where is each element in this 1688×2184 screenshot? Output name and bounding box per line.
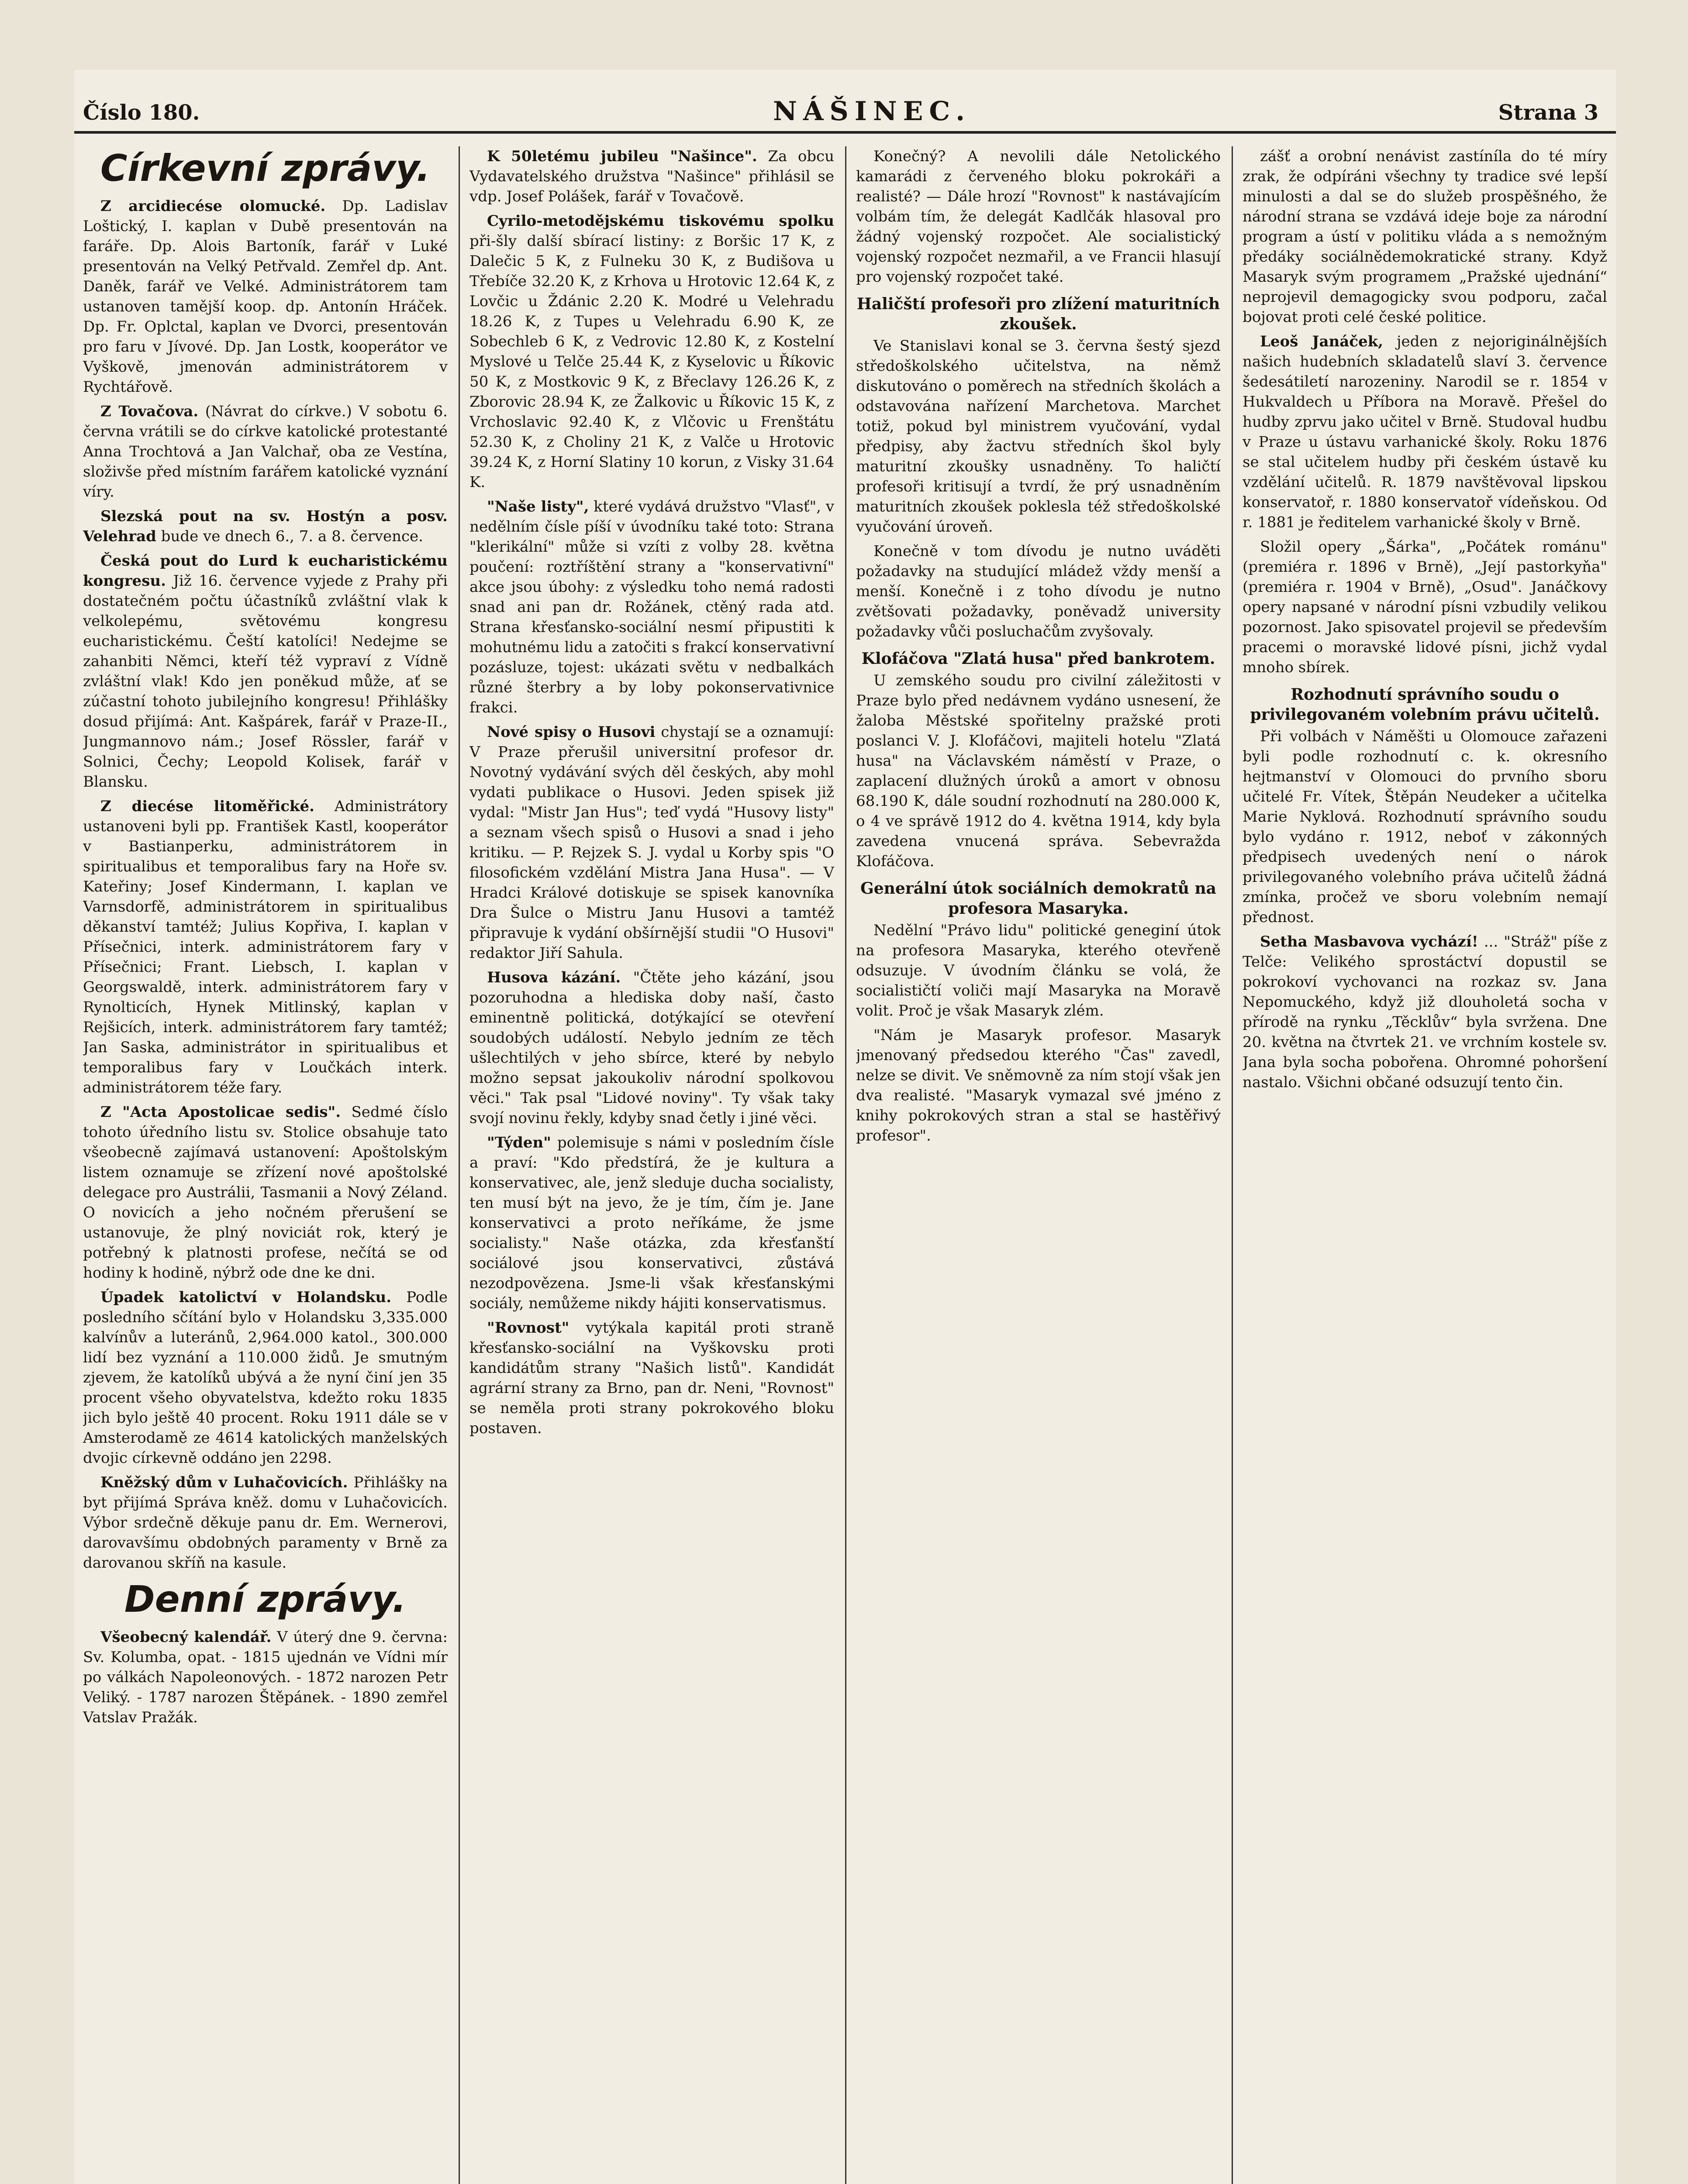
article-text: Podle posledního sčítání bylo v Holandsku 3,335.000 kalvínův a luteránů, 2,964.000 katol., 300.000 lidí bez vyznání a 110.000 židů. Je smutným zjevem, že katolíků ubývá a že nyní činí jen 35 procent všeho obyvatelstva, kdežto roku 1835 jich bylo ještě 40 procent. Roku 1911 dále se v Amsterodamě ze 4614 katolických manželských dvojic církevně oddáno jen 2298. <box>83 1289 448 1467</box>
article-heading: Generální útok sociálních demokratů na profesora Masaryka. <box>860 879 1216 918</box>
article-lead: Z Tovačova. <box>100 403 199 420</box>
column-2 <box>469 146 834 2184</box>
article <box>83 1102 448 1283</box>
article-lead: Husova kázání. <box>487 969 621 986</box>
section-heading-daily-news: Denní zprávy. <box>124 1578 407 1621</box>
article-text: Konečný? A nevolili dále Netolického kamarádi z červeného bloku pokrokáři a realisté? — Dále hrozí "Rovnost" k nastávajícím volbám tím, že delegát Kadlčák hlasoval pro žádný vojenský rozpočet. Ale socialistický vojenský rozpočet nezmařil, a ve Francii hlasují pro vojenský rozpočet také. <box>856 148 1221 286</box>
article-text: Administrátory ustanoveni byli pp. František Kastl, kooperátor v Bastianperku, administrátorem in spiritualibus et temporalibus fary na Hoře sv. Kateřiny; Josef Kindermann, I. kaplan ve Varnsdorfě, administrátorem in spiritualibus děkanství tamtéž; Julius Kopřiva, I. kaplan v Přísečnici, interk. administrátorem fary v Přísečnici; Frant. Liebsch, I. kaplan v Georgswaldě, interk. administrátorem fary v Rynolticích, Hynek Mitlinský, kaplan v Rejšicích, interk. administrátorem fary tamtéž; Jan Saska, administrátor in spiritualibus et temporalibus fary v Loučkách interk. administrátorem téže fary. <box>83 798 448 1096</box>
article-lead: Slezská pout na sv. Hostýn a posv. Velehrad <box>83 508 448 545</box>
article <box>469 1133 834 1313</box>
article <box>83 551 448 792</box>
column-divider <box>1232 146 1233 2184</box>
article-text: zášť a orobní nenávist zastíníla do té míry zrak, že odpíráni všechny ty tradice své lepší minulosti a dal se do služeb prospěšného, že národní strana se vzdává ideje boje za národní program a ústí v politiku vláda a s nemožným předáky sociálnědemokratické strany. Když Masaryk svým programem „Pražské ujednání“ neprojevil demagogicky svou podporu, začal bojovat proti celé české politice. <box>1243 148 1607 326</box>
article <box>469 1318 834 1438</box>
article-lead: Z arcidiecése olomucké. <box>100 197 326 215</box>
article-lead: Setha Masbavova vychází! <box>1260 933 1478 950</box>
newspaper-page <box>74 70 1616 2184</box>
header-rule <box>74 131 1616 134</box>
article-lead: Všeobecný kalendář. <box>100 1628 272 1646</box>
article <box>1243 932 1607 1092</box>
article <box>83 796 448 1098</box>
article-text: bude ve dnech 6., 7. a 8. července. <box>161 528 423 545</box>
article <box>83 1627 448 1728</box>
article-text: které vydává družstvo "Vlasť", v nedělním čísle píší v úvodníku také toto: Strana "klerikální" může si vzíti z volby 28. května poučení: roztříštění strany a "konservativní" akce jsou úbohy: z výsledku toho nemá radosti snad ani pan dr. Rožánek, ctěný rada atd. Strana křesťansko-sociální nesmí připustiti k mohutnému lidu a zatočiti s frakcí konservativní pozásluze, tojest: ukázati světu v nedbalkách různé šterbry a by loby pokonservativnice frakci. <box>469 498 834 716</box>
article-lead: Kněžský dům v Luhačovicích. <box>100 1474 348 1491</box>
article-lead: Z diecése litoměřické. <box>100 798 314 815</box>
article-heading: Klofáčova "Zlatá husa" před bankrotem. <box>861 650 1215 668</box>
article-heading: Rozhodnutí správního soudu o privilegovaném volebním právu učitelů. <box>1250 685 1600 724</box>
article-text: Již 16. července vyjede z Prahy při dostatečném počtu účastníků zvláštní vlak k velkolepému, světovému kongresu eucharistickému. Čeští katolíci! Nedejme se zahanbiti Němci, kteří též vypraví z Vídně zvláštní vlak! Kdo jen poněkud může, ať se zúčastní tohoto jubilejního kongresu! Přihlášky dosud přijímá: Ant. Kašpárek, farář v Praze-II., Jungmannovo nám.; Josef Rössler, farář v Solnici, Čechy; Leopold Kolisek, farář v Blansku. <box>83 572 448 791</box>
article <box>469 968 834 1128</box>
article <box>83 1287 448 1468</box>
article-text: Dp. Ladislav Loštický, I. kaplan v Dubě presentován na faráře. Dp. Alois Bartoník, farář v Luké presentován na Velký Petřvald. Zemřel dp. Ant. Daněk, farář ve Velké. Administrátorem tam ustanoven tamější koop. dp. Antonín Hráček. Dp. Fr. Oplctal, kaplan ve Dvorci, presentován pro faru v Jívové. Dp. Jan Lostk, kooperátor ve Vyškově, jmenován administrátorem v Rychtářově. <box>83 197 448 396</box>
article-heading: Haličští profesoři pro zlížení maturitních zkoušek. <box>856 295 1220 333</box>
article <box>469 722 834 963</box>
article-lead: Nové spisy o Husovi <box>487 723 656 741</box>
page-number: Strana 3 <box>1498 100 1598 125</box>
article-text: V úterý dne 9. června: Sv. Kolumba, opat. - 1815 ujednán ve Vídni mír po válkách Napoleonových. - 1872 narozen Petr Veliký. - 1787 narozen Štěpánek. - 1890 zemřel Vatslav Pražák. <box>83 1628 448 1726</box>
article-text: Ve Stanislavi konal se 3. června šestý sjezd středoškolského učitelstva, na němž diskutováno o poměrech na středních školách a odstavována nařízení Marchetova. Marchet totiž, pokud byl ministrem vyučování, vydal předpisy, aby žactvu středních škol byly maturitní zkoušky usnadněny. To haličtí profesoři kritisují a tvrdí, že prý usnadněním maturitních zkoušek poklesla též středoškolské vyučování úroveň. <box>856 337 1221 536</box>
article-text: "Nám je Masaryk profesor. Masaryk jmenovaný předsedou kterého "Čas" zavedl, nelze se divit. Ve sněmovně za ním stojí však jen dva realisté. "Masaryk vymazal své jméno z knihy pokrokových stran a stal se hastěřivý profesor". <box>856 1026 1221 1144</box>
article-lead: Česká pout do Lurd k eucharistickému kongresu. <box>83 552 448 590</box>
masthead-title: NÁŠINEC. <box>773 96 971 127</box>
article-lead: "Rovnost" <box>487 1319 570 1337</box>
article-text: "Čtěte jeho kázání, jsou pozoruhodna a hlediska doby naší, často eminentně politická, dotýkající se otevření soudobých událostí. Nebylo jedním ze těch ušlechtilých v jeho sbírce, které by nebylo možno sepsat jakoukoliv národní spolkovou věci." Tak psal "Lidové noviny". Ty však taky svojí novinu řekly, kdyby snad četly i jiné věci. <box>469 969 834 1127</box>
article <box>469 211 834 492</box>
article-text: Při volbách v Náměšti u Olomouce zařazeni byli podle rozhodnutí c. k. okresního hejtmanství v Olomouci do prvního sboru učitelé Fr. Vítek, Štěpán Neudeker a učitelka Marie Nyklová. Rozhodnutí správního soudu bylo vydáno r. 1912, neboť v zákonných předpisech uvedených není o nárok privilegovaného volebního práva učitelů žádná zmínka, pročež ve sboru volebním nemají přednost. <box>1243 728 1607 926</box>
article <box>83 506 448 546</box>
article-text: polemisuje s námi v posledním čísle a praví: "Kdo předstírá, že je kultura a konservativec, ale, jenž sleduje ducha socialisty, ten musí být na jevo, že je tím, čím je. Jane konservativci a proto neříkáme, že jsme socialisty." Naše otázka, zda křesťanští sociálové jsou konservativci, zůstává nezodpovězena. Jsme-li však křesťanskými sociály, nemůžeme nikdy hájiti konservatismus. <box>469 1134 834 1312</box>
article-lead: K 50letému jubileu "Našince". <box>487 148 757 165</box>
article <box>83 196 448 397</box>
article-lead: "Naše listy", <box>487 498 589 515</box>
article <box>1243 332 1607 532</box>
column-3 <box>856 146 1221 2184</box>
article <box>83 401 448 502</box>
article <box>83 1472 448 1573</box>
article-text: Přihlášky na byt přijímá Správa kněž. domu v Luhačovicích. Výbor srdečně děkuje panu dr. Em. Wernerovi, darovavšímu obdobných paramenty v Brně za darovanou skříň na kasule. <box>83 1474 448 1572</box>
article <box>469 497 834 718</box>
article-lead: Z "Acta Apostolicae sedis". <box>100 1103 341 1121</box>
article <box>469 146 834 207</box>
article-text: ... "Stráž" píše z Telče: Velikého sprostáctví dopustil se pokrokoví vychovanci na rozkaz sv. Jana Nepomuckého, když již dlouholetá socha v přírodě na rynku „Těcklův“ byla svržena. Dne 20. května na čtvrtek 21. ve vrchním kostele sv. Jana byla socha pobořena. Ohromné pohoršení nastalo. Všichni občané odsuzují tento čin. <box>1243 933 1607 1091</box>
section-heading-church-news: Církevní zprávy. <box>100 147 431 190</box>
column-4 <box>1243 146 1607 2184</box>
column-divider <box>845 146 846 2184</box>
article-lead: "Týden" <box>487 1134 551 1151</box>
article-lead: Leoš Janáček, <box>1260 333 1383 350</box>
article-text: jeden z nejoriginálnějších našich hudebních skladatelů slaví 3. července šedesátiletí narozeniny. Narodil se r. 1854 v Hukvaldech u Příbora na Moravě. Přešel do hudby zprvu jako učitel v Brně. Studoval hudbu v Praze u ústavu varhanické školy. Roku 1876 se stal učitelem hudby při českém ústavě ku vzdělání učitelů. R. 1879 navštěvoval lipskou konservatoř, r. 1880 konservatoř vídeňskou. Od r. 1881 je ředitelem varhanické školy v Brně. <box>1243 333 1607 531</box>
article-text: (Návrat do církve.) V sobotu 6. června vrátili se do církve katolické protestanté Anna Trochtová a Jan Valchař, oba ze Vestína, složivše před místním farářem katolické vyznání víry. <box>83 403 448 501</box>
article-text: Konečně v tom dívodu je nutno uváděti požadavky na studující mládež vždy menší a menší. Konečně i z toho dívodu je nutno zvětšovati požadavky, poněvadž university požadavky vůči posluchačům zvyšovaly. <box>856 543 1221 640</box>
column-1 <box>83 146 448 2184</box>
page-header <box>74 87 1616 127</box>
article-text: vytýkala kapitál proti straně křesťansko-sociální na Vyškovsku proti kandidátům strany "Našich listů". Kandidát agrární strany za Brno, pan dr. Neni, "Rovnost" se neměla proti strany pokrokového bloku postaven. <box>469 1319 834 1437</box>
column-divider <box>459 146 460 2184</box>
issue-number: Číslo 180. <box>83 100 200 125</box>
article-text: U zemského soudu pro civilní záležitosti v Praze bylo před nedávnem vydáno usnesení, že žaloba Městské spořitelny pražské proti poslanci V. J. Klofáčovi, majiteli hotelu "Zlatá husa" na Václavském náměstí v Praze, o zaplacení dlužných úroků a amort v obnosu 68.190 K, dále soudní rozhodnutí na 280.000 K, o 4 ve správě 1912 do 4. května 1914, kdy byla zavedena vnucená správa. Sebevražda Klofáčova. <box>856 672 1221 870</box>
article-text: při-šly další sbírací listiny: z Boršic 17 K, z Dalečic 5 K, z Fulneku 30 K, z Budišova u Třebíče 32.20 K, z Krhova u Hrotovic 12.64 K, z Lovčic u Ždánic 2.20 K. Modré u Velehradu 18.26 K, z Tupes u Velehradu 6.90 K, ze Sobechleb 6 K, z Vedrovic 12.80 K, z Kostelní Myslové u Telče 25.44 K, z Kyselovic u Říkovic 50 K, z Mostkovic 9 K, z Břeclavy 126.26 K, z Zborovic 28.94 K, ze Žalkovic u Říkovic 15 K, z Vrchoslavic 92.40 K, z Vlčovic u Frenštátu 52.30 K, z Choliny 21 K, z Valče u Hrotovic 39.24 K, z Horní Slatiny 10 korun, z Visky 31.64 K. <box>469 232 834 491</box>
article-text: Nedělní "Právo lidu" politické geneginí útok na profesora Masaryka, kterého otevřeně odsuzuje. V úvodním článku se volá, že socialističtí voliči mají Masaryka na Moravě volit. Proč je však Masaryk zlém. <box>856 922 1221 1019</box>
article-text: Sedmé číslo tohoto úředního listu sv. Stolice obsahuje tato všeobecně zajímavá ustanovení: Apoštolským listem oznamuje se zřízení nové apoštolské delegace pro Austrálii, Tasmanii a Nový Zéland. O novicích a jeho nočném přerušení se ustanovuje, že plný noviciát rok, který je potřebný k platnosti profese, nečítá se od hodiny k hodině, nýbrž ode dne ke dni. <box>83 1103 448 1282</box>
article-text: chystají se a oznamují: V Praze přerušil universitní profesor dr. Novotný vydávání svých děl českých, aby mohl vydati publikace o Husovi. Jeden spisek již vydal: "Mistr Jan Hus"; teď vydá "Husovy listy" a seznam všech spisů o Husovi a snad i jeho kritiku. — P. Rejzek S. J. vydal u Korby spis "O filosofickém vzdělání Mistra Jana Husa". — V Hradci Králové dotiskuje se spisek kanovníka Dra Šulce o Mistru Janu Husovi a tamtéž připravuje k vydání obšírnější studii "O Husovi" redaktor Jiří Sahula. <box>469 723 834 962</box>
article-text: Složil opery „Šárka", „Počátek románu" (premiéra r. 1896 v Brně), „Její pastorkyňa" (premiéra r. 1904 v Brně), „Osud". Janáčkovy opery napsané v národní písni vzbudily velikou pozornost. Jako spisovatel projevil se především pracemi o moravské lidové písni, jichž vydal mnoho sbírek. <box>1243 538 1607 676</box>
article-lead: Úpadek katolictví v Holandsku. <box>100 1289 392 1306</box>
article-lead: Cyrilo-metodějskému tiskovému spolku <box>487 212 834 230</box>
article-text: Za obcu Vydavatelského družstva "Našince" přihlásil se vdp. Josef Polášek, farář v Tovačově. <box>469 148 834 205</box>
